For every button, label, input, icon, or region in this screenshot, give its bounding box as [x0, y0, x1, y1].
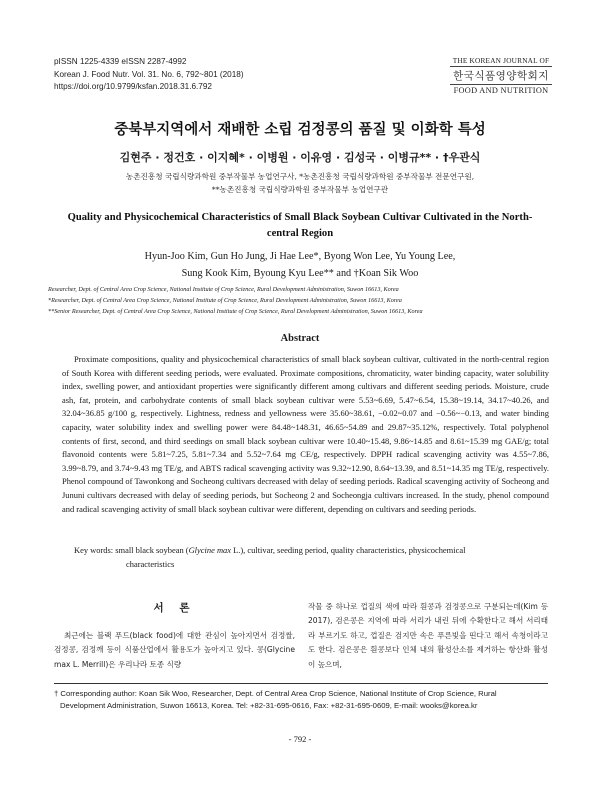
english-authors-line1: Hyun-Joo Kim, Gun Ho Jung, Ji Hae Lee*, Byong Won Lee, Yu Young Lee, [144, 251, 456, 262]
korean-affil-line2: **농촌진흥청 국립식량과학원 중부작물부 농업연구관 [211, 185, 389, 194]
keywords-text-post: L.), cultivar, seeding period, quality characteristics, physicochemical [231, 545, 466, 555]
journal-logo [450, 56, 552, 95]
journal-logo-rule-bottom [450, 84, 552, 85]
intro-right-column [308, 600, 548, 672]
abstract-heading: Abstract [280, 333, 320, 344]
english-affil-line1: Researcher, Dept. of Central Area Crop Science, National Institute of Crop Science, Rural Development Administration, Suwon 16613, Korea [48, 286, 399, 293]
keywords-label: Key words: [74, 545, 114, 555]
english-authors-line2: Sung Kook Kim, Byoung Kyu Lee** and †Koan Sik Woo [181, 268, 419, 279]
english-affil-line2: *Researcher, Dept. of Central Area Crop Science, National Institute of Crop Science, Rural Development Administration, Suwon 16613, Korea [48, 297, 402, 304]
journal-logo-rule-top [450, 66, 552, 67]
korean-title: 중북부지역에서 재배한 소립 검정콩의 품질 및 이화학 특성 [114, 122, 486, 138]
intro-heading: 서 론 [153, 602, 196, 614]
abstract-body: Proximate compositions, quality and physicochemical characteristics of small black soybean cultivar, cultivated in the north-central region of South Korea with different seeding periods, were evaluated. Proximate compositions, chromaticity, water binding capacity, water solubility index, swelling power, and antioxidant properties were significantly different among cultivars and different seeding periods. Moisture, crude ash, fat, protein, and carbohydrate contents of small black soybean cultivar were 5.53~6.69, 5.47~6.54, 15.38~19.14, 34.17~40.26, and 32.04~36.85 g/100 g, respectively. Lightness, redness and yellowness were 35.60~38.61, −0.02~0.07 and −0.56~−0.13, and water binding capacity, water solubility index and swelling power were 84.48~148.31, 46.65~54.89 and 29.87~35.12%, respectively. Total polyphenol contents of first, second, and third seedings on small black soybean cultivar were 10.40~15.48, 9.86~14.85 and 8.61~15.39 mg GAE/g; total flavonoid contents were 5.81~7.25, 5.81~7.34 and 5.52~7.64 mg CE/g, respectively. DPPH radical scavenging activity was 4.55~7.86, 3.99~8.79, and 3.74~9.43 mg TE/g, and ABTS radical scavenging activity was 9.32~12.90, 8.64~13.39, and 8.51~14.35 mg TE/g, respectively. Phenol compound of Tawonkong and Socheong cultivars decreased with delay of seeding periods. Radical scavenging activity of Socheong and Jununi cultivars decreased with delay of seeding periods, but Socheong 2 and Socheongja cultivars increased. In the study, phenol compound and radical scavenging activity of small black soybean cultivar were different, depending on cultivars and seeding periods. [62, 354, 549, 514]
korean-affil-line1: 농촌진흥청 국립식량과학원 중부작물부 농업연구사, *농촌진흥청 국립식량과학원 중부작물부 전문연구원, [125, 172, 475, 181]
intro-left-text: 최근에는 블랙 푸드(black food)에 대한 관심이 높아지면서 검정쌀, 검정콩, 검정깨 등이 식품산업에서 활용도가 높아지고 있다. 콩(Glycine max L. Merrill)은 우리나라 토종 식량 [54, 631, 295, 669]
footnote-divider [54, 683, 548, 684]
footnote-line1: † Corresponding author: Koan Sik Woo, Researcher, Dept. of Central Area Crop Science, National Institute of Crop Science, Rural [54, 689, 497, 698]
intro-right-text: 작물 중 하나로 껍질의 색에 따라 흰콩과 검정콩으로 구분되는데(Kim 등 2017), 검은콩은 지역에 따라 서리가 내린 뒤에 수확한다고 해서 서리태라 부르기도 하고, 껍질은 검지만 속은 푸른빛을 띤다고 해서 속청이라고도 한다. 검은콩은 흰콩보다 인체 내의 활성산소를 제거하는 항산화 활성이 높으며, [308, 602, 548, 669]
keywords-species: Glycine max [188, 545, 231, 555]
korean-authors: 김현주 · 정건호 · 이지혜* · 이병원 · 이유영 · 김성국 · 이병규** · †우관식 [119, 151, 481, 164]
journal-logo-line2: 한국식품영양학회지 [453, 70, 549, 82]
english-affiliations [48, 284, 558, 317]
issn-line: pISSN 1225-4339 eISSN 2287-4992 [54, 57, 187, 66]
english-title: Quality and Physicochemical Characteristics of Small Black Soybean Cultivar Cultivated in the North-central Region [67, 212, 533, 239]
journal-logo-line1: THE KOREAN JOURNAL OF [452, 56, 550, 65]
corresponding-author-footnote [54, 688, 548, 713]
korean-affiliations [0, 170, 600, 196]
english-authors [0, 248, 600, 282]
english-affil-line3: **Senior Researcher, Dept. of Central Area Crop Science, National Institute of Crop Science, Rural Development Administration, Suwon 16613, Korea [48, 308, 423, 315]
keywords-continuation: characteristics [126, 558, 175, 569]
keywords [62, 544, 549, 571]
journal-logo-line3: FOOD AND NUTRITION [453, 86, 549, 95]
keywords-text-pre: small black soybean ( [115, 545, 189, 555]
page-number: - 792 - [288, 734, 312, 744]
publication-meta [54, 56, 244, 94]
doi-link[interactable]: https://doi.org/10.9799/ksfan.2018.31.6.792 [54, 82, 212, 91]
intro-left-column [54, 600, 295, 672]
citation-line: Korean J. Food Nutr. Vol. 31. No. 6, 792~801 (2018) [54, 69, 244, 79]
keywords-line [62, 544, 549, 558]
footnote-line2: Development Administration, Suwon 16613, Korea. Tel: +82-31-695-0616, Fax: +82-31-695-0609, E-mail: wooks@korea.kr [60, 701, 478, 711]
